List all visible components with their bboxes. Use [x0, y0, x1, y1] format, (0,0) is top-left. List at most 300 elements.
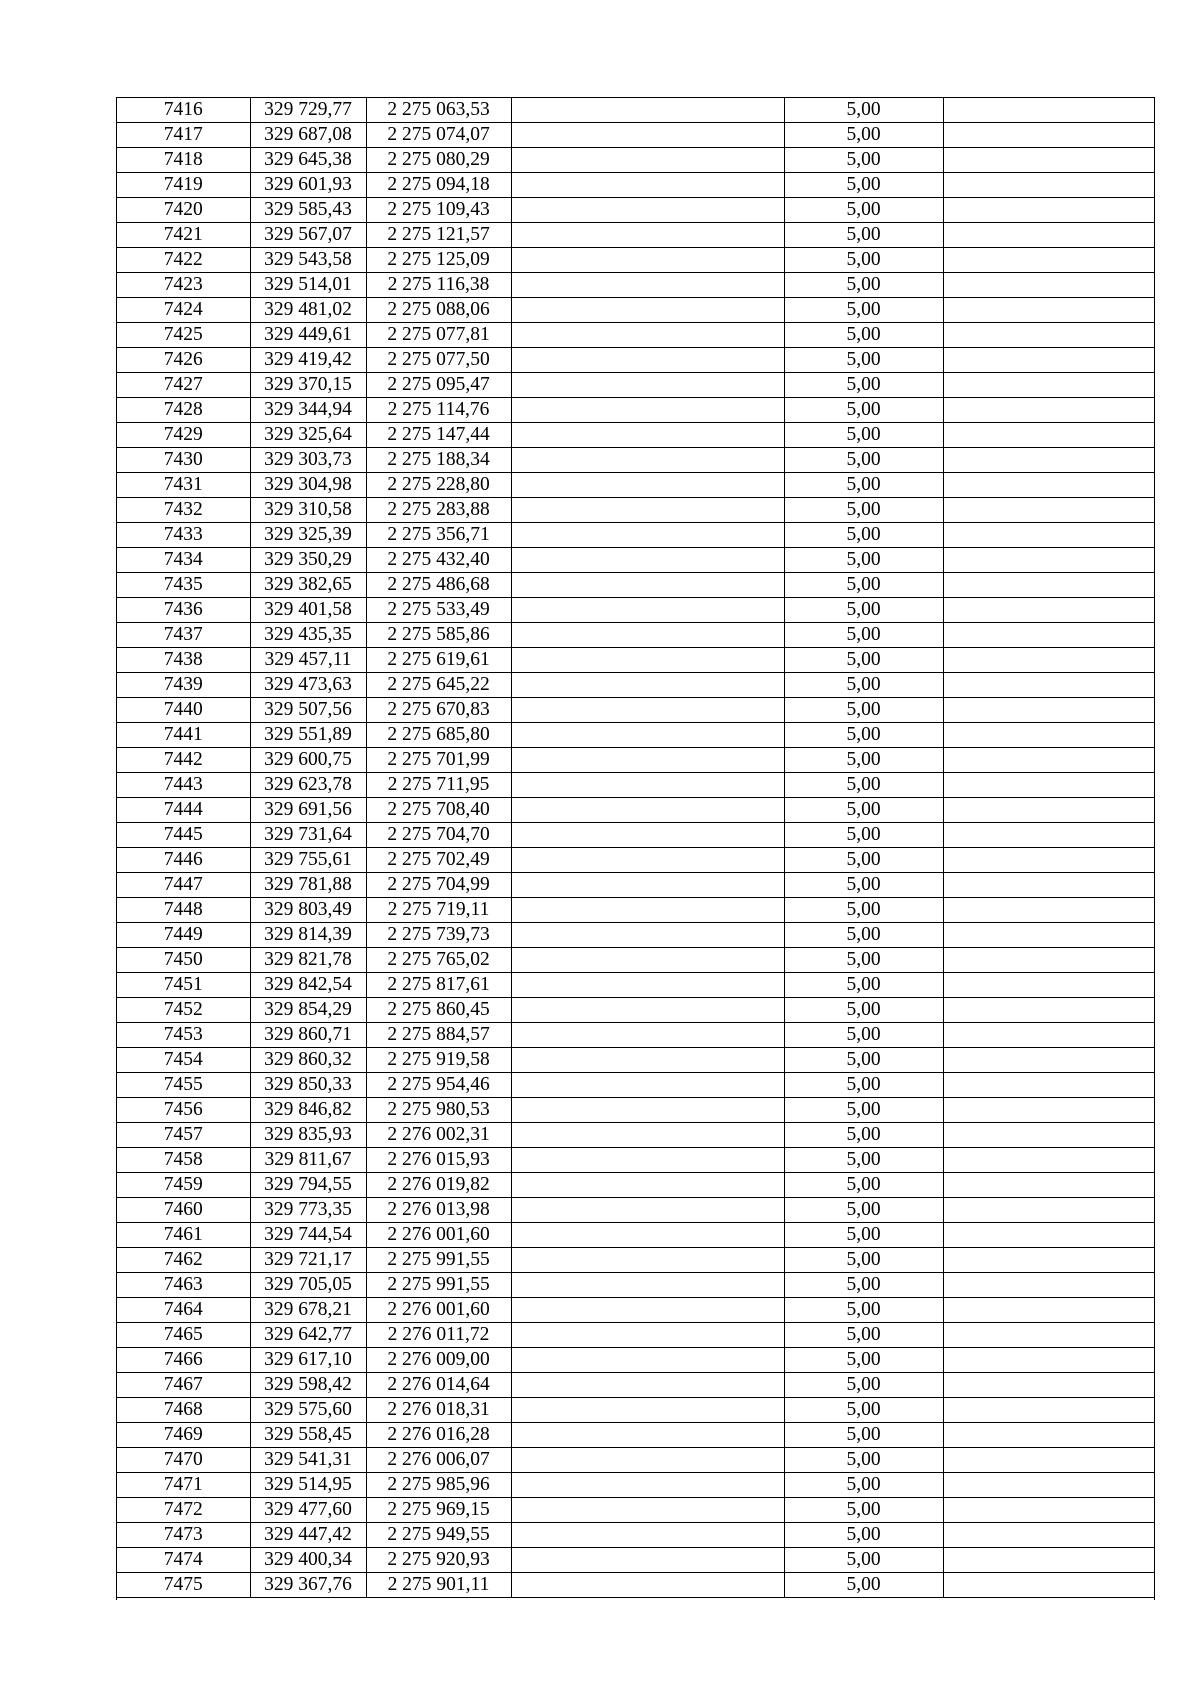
- point-number-cell: 7428: [117, 398, 250, 423]
- x-coordinate-cell: 329 447,42: [250, 1523, 366, 1548]
- blank-cell: [943, 998, 1154, 1023]
- blank-cell: [943, 1323, 1154, 1348]
- blank-cell: [943, 523, 1154, 548]
- table-row: [117, 198, 1154, 223]
- blank-cell: [511, 923, 784, 948]
- y-coordinate-cell: 2 275 486,68: [366, 573, 511, 598]
- blank-cell: [511, 973, 784, 998]
- point-number-cell: 7472: [117, 1498, 250, 1523]
- y-coordinate-cell: 2 276 009,00: [366, 1348, 511, 1373]
- x-coordinate-cell: 329 705,05: [250, 1273, 366, 1298]
- blank-cell: [943, 148, 1154, 173]
- y-coordinate-cell: 2 275 188,34: [366, 448, 511, 473]
- y-coordinate-cell: 2 275 088,06: [366, 298, 511, 323]
- table-row: [117, 1098, 1154, 1123]
- y-coordinate-cell: 2 275 701,99: [366, 748, 511, 773]
- y-coordinate-cell: 2 275 432,40: [366, 548, 511, 573]
- x-coordinate-cell: 329 803,49: [250, 898, 366, 923]
- blank-cell: [943, 1123, 1154, 1148]
- blank-cell: [511, 1248, 784, 1273]
- x-coordinate-cell: 329 325,39: [250, 523, 366, 548]
- y-coordinate-cell: 2 275 077,50: [366, 348, 511, 373]
- value-cell: 5,00: [784, 748, 943, 773]
- table-row: [117, 1398, 1154, 1423]
- blank-cell: [943, 1098, 1154, 1123]
- table-row: [117, 1173, 1154, 1198]
- blank-cell: [943, 748, 1154, 773]
- value-cell: 5,00: [784, 898, 943, 923]
- blank-cell: [943, 248, 1154, 273]
- point-number-cell: 7437: [117, 623, 250, 648]
- x-coordinate-cell: 329 585,43: [250, 198, 366, 223]
- x-coordinate-cell: 329 721,17: [250, 1248, 366, 1273]
- blank-cell: [943, 1248, 1154, 1273]
- blank-cell: [511, 1423, 784, 1448]
- value-cell: 5,00: [784, 1498, 943, 1523]
- blank-cell: [943, 1148, 1154, 1173]
- x-coordinate-cell: 329 814,39: [250, 923, 366, 948]
- point-number-cell: 7475: [117, 1573, 250, 1598]
- x-coordinate-cell: 329 860,32: [250, 1048, 366, 1073]
- y-coordinate-cell: 2 275 121,57: [366, 223, 511, 248]
- x-coordinate-cell: 329 304,98: [250, 473, 366, 498]
- x-coordinate-cell: 329 350,29: [250, 548, 366, 573]
- point-number-cell: 7435: [117, 573, 250, 598]
- y-coordinate-cell: 2 275 702,49: [366, 848, 511, 873]
- value-cell: 5,00: [784, 723, 943, 748]
- blank-cell: [511, 1523, 784, 1548]
- blank-cell: [511, 1173, 784, 1198]
- table-row: [117, 823, 1154, 848]
- y-coordinate-cell: 2 275 645,22: [366, 673, 511, 698]
- point-number-cell: 7422: [117, 248, 250, 273]
- table-row: [117, 1123, 1154, 1148]
- y-coordinate-cell: 2 276 001,60: [366, 1223, 511, 1248]
- blank-cell: [511, 323, 784, 348]
- blank-cell: [943, 1373, 1154, 1398]
- table-row: [117, 998, 1154, 1023]
- blank-cell: [943, 1073, 1154, 1098]
- x-coordinate-cell: 329 401,58: [250, 598, 366, 623]
- table-row: [117, 1473, 1154, 1498]
- x-coordinate-cell: 329 382,65: [250, 573, 366, 598]
- point-number-cell: 7467: [117, 1373, 250, 1398]
- table-row: [117, 498, 1154, 523]
- blank-cell: [511, 1448, 784, 1473]
- blank-cell: [511, 1098, 784, 1123]
- blank-cell: [943, 448, 1154, 473]
- x-coordinate-cell: 329 435,35: [250, 623, 366, 648]
- point-number-cell: 7454: [117, 1048, 250, 1073]
- table-row: [117, 1323, 1154, 1348]
- x-coordinate-cell: 329 678,21: [250, 1298, 366, 1323]
- x-coordinate-cell: 329 755,61: [250, 848, 366, 873]
- value-cell: 5,00: [784, 1198, 943, 1223]
- blank-cell: [511, 148, 784, 173]
- table-row: [117, 948, 1154, 973]
- blank-cell: [943, 698, 1154, 723]
- x-coordinate-cell: 329 303,73: [250, 448, 366, 473]
- value-cell: 5,00: [784, 498, 943, 523]
- value-cell: 5,00: [784, 973, 943, 998]
- point-number-cell: 7419: [117, 173, 250, 198]
- table-row: [117, 798, 1154, 823]
- point-number-cell: 7448: [117, 898, 250, 923]
- table-row: [117, 123, 1154, 148]
- value-cell: 5,00: [784, 173, 943, 198]
- value-cell: 5,00: [784, 423, 943, 448]
- value-cell: 5,00: [784, 1548, 943, 1573]
- y-coordinate-cell: 2 275 817,61: [366, 973, 511, 998]
- y-coordinate-cell: 2 275 985,96: [366, 1473, 511, 1498]
- value-cell: 5,00: [784, 848, 943, 873]
- value-cell: 5,00: [784, 98, 943, 123]
- blank-cell: [943, 848, 1154, 873]
- point-number-cell: 7449: [117, 923, 250, 948]
- value-cell: 5,00: [784, 673, 943, 698]
- blank-cell: [511, 1548, 784, 1573]
- y-coordinate-cell: 2 275 920,93: [366, 1548, 511, 1573]
- y-coordinate-cell: 2 275 080,29: [366, 148, 511, 173]
- value-cell: 5,00: [784, 248, 943, 273]
- x-coordinate-cell: 329 344,94: [250, 398, 366, 423]
- value-cell: 5,00: [784, 573, 943, 598]
- x-coordinate-cell: 329 551,89: [250, 723, 366, 748]
- table-row: [117, 723, 1154, 748]
- y-coordinate-cell: 2 275 884,57: [366, 1023, 511, 1048]
- blank-cell: [943, 548, 1154, 573]
- y-coordinate-cell: 2 276 001,60: [366, 1298, 511, 1323]
- blank-cell: [943, 223, 1154, 248]
- x-coordinate-cell: 329 367,76: [250, 1573, 366, 1598]
- point-number-cell: 7456: [117, 1098, 250, 1123]
- blank-cell: [943, 798, 1154, 823]
- table-row: [117, 673, 1154, 698]
- value-cell: 5,00: [784, 1048, 943, 1073]
- x-coordinate-cell: 329 731,64: [250, 823, 366, 848]
- x-coordinate-cell: 329 687,08: [250, 123, 366, 148]
- blank-cell: [943, 173, 1154, 198]
- table-row: [117, 1423, 1154, 1448]
- blank-cell: [943, 98, 1154, 123]
- value-cell: 5,00: [784, 923, 943, 948]
- blank-cell: [511, 1348, 784, 1373]
- blank-cell: [511, 198, 784, 223]
- table-row: [117, 98, 1154, 123]
- x-coordinate-cell: 329 325,64: [250, 423, 366, 448]
- table-row: [117, 1048, 1154, 1073]
- blank-cell: [511, 298, 784, 323]
- point-number-cell: 7458: [117, 1148, 250, 1173]
- blank-cell: [943, 723, 1154, 748]
- value-cell: 5,00: [784, 198, 943, 223]
- blank-cell: [943, 623, 1154, 648]
- point-number-cell: 7446: [117, 848, 250, 873]
- value-cell: 5,00: [784, 223, 943, 248]
- value-cell: 5,00: [784, 1398, 943, 1423]
- table-row: [117, 1448, 1154, 1473]
- value-cell: 5,00: [784, 123, 943, 148]
- x-coordinate-cell: 329 310,58: [250, 498, 366, 523]
- point-number-cell: 7424: [117, 298, 250, 323]
- y-coordinate-cell: 2 275 739,73: [366, 923, 511, 948]
- blank-cell: [511, 898, 784, 923]
- x-coordinate-cell: 329 514,01: [250, 273, 366, 298]
- point-number-cell: 7466: [117, 1348, 250, 1373]
- blank-cell: [511, 1073, 784, 1098]
- value-cell: 5,00: [784, 1148, 943, 1173]
- point-number-cell: 7465: [117, 1323, 250, 1348]
- blank-cell: [511, 1373, 784, 1398]
- value-cell: 5,00: [784, 323, 943, 348]
- point-number-cell: 7430: [117, 448, 250, 473]
- blank-cell: [943, 1498, 1154, 1523]
- y-coordinate-cell: 2 275 356,71: [366, 523, 511, 548]
- value-cell: 5,00: [784, 1298, 943, 1323]
- blank-cell: [943, 898, 1154, 923]
- blank-cell: [943, 673, 1154, 698]
- point-number-cell: 7436: [117, 598, 250, 623]
- x-coordinate-cell: 329 773,35: [250, 1198, 366, 1223]
- table-row: [117, 848, 1154, 873]
- value-cell: 5,00: [784, 598, 943, 623]
- blank-cell: [511, 848, 784, 873]
- point-number-cell: 7455: [117, 1073, 250, 1098]
- table-row: [117, 523, 1154, 548]
- point-number-cell: 7432: [117, 498, 250, 523]
- y-coordinate-cell: 2 275 991,55: [366, 1273, 511, 1298]
- value-cell: 5,00: [784, 1323, 943, 1348]
- point-number-cell: 7471: [117, 1473, 250, 1498]
- point-number-cell: 7444: [117, 798, 250, 823]
- table-row: [117, 1498, 1154, 1523]
- value-cell: 5,00: [784, 1098, 943, 1123]
- blank-cell: [511, 373, 784, 398]
- value-cell: 5,00: [784, 1173, 943, 1198]
- blank-cell: [511, 1323, 784, 1348]
- blank-cell: [943, 1573, 1154, 1598]
- x-coordinate-cell: 329 575,60: [250, 1398, 366, 1423]
- blank-cell: [943, 873, 1154, 898]
- blank-cell: [511, 698, 784, 723]
- y-coordinate-cell: 2 276 016,28: [366, 1423, 511, 1448]
- y-coordinate-cell: 2 276 019,82: [366, 1173, 511, 1198]
- y-coordinate-cell: 2 276 015,93: [366, 1148, 511, 1173]
- blank-cell: [511, 648, 784, 673]
- value-cell: 5,00: [784, 948, 943, 973]
- point-number-cell: 7464: [117, 1298, 250, 1323]
- value-cell: 5,00: [784, 773, 943, 798]
- point-number-cell: 7453: [117, 1023, 250, 1048]
- blank-cell: [511, 773, 784, 798]
- blank-cell: [943, 948, 1154, 973]
- point-number-cell: 7470: [117, 1448, 250, 1473]
- point-number-cell: 7460: [117, 1198, 250, 1223]
- x-coordinate-cell: 329 567,07: [250, 223, 366, 248]
- blank-cell: [943, 1423, 1154, 1448]
- table-row: [117, 248, 1154, 273]
- blank-cell: [943, 1223, 1154, 1248]
- value-cell: 5,00: [784, 1073, 943, 1098]
- y-coordinate-cell: 2 275 685,80: [366, 723, 511, 748]
- y-coordinate-cell: 2 275 283,88: [366, 498, 511, 523]
- y-coordinate-cell: 2 276 002,31: [366, 1123, 511, 1148]
- value-cell: 5,00: [784, 823, 943, 848]
- blank-cell: [511, 798, 784, 823]
- table-row: [117, 1198, 1154, 1223]
- x-coordinate-cell: 329 846,82: [250, 1098, 366, 1123]
- x-coordinate-cell: 329 558,45: [250, 1423, 366, 1448]
- blank-cell: [943, 1398, 1154, 1423]
- table-row: [117, 1548, 1154, 1573]
- x-coordinate-cell: 329 541,31: [250, 1448, 366, 1473]
- x-coordinate-cell: 329 744,54: [250, 1223, 366, 1248]
- value-cell: 5,00: [784, 1273, 943, 1298]
- blank-cell: [943, 398, 1154, 423]
- value-cell: 5,00: [784, 698, 943, 723]
- table-row: [117, 1373, 1154, 1398]
- point-number-cell: 7447: [117, 873, 250, 898]
- blank-cell: [511, 573, 784, 598]
- blank-cell: [943, 1523, 1154, 1548]
- point-number-cell: 7423: [117, 273, 250, 298]
- point-number-cell: 7427: [117, 373, 250, 398]
- table-row: [117, 398, 1154, 423]
- point-number-cell: 7434: [117, 548, 250, 573]
- blank-cell: [943, 323, 1154, 348]
- value-cell: 5,00: [784, 1123, 943, 1148]
- table-row: [117, 1023, 1154, 1048]
- blank-cell: [943, 1273, 1154, 1298]
- point-number-cell: 7461: [117, 1223, 250, 1248]
- blank-cell: [943, 473, 1154, 498]
- table-row: [117, 473, 1154, 498]
- value-cell: 5,00: [784, 398, 943, 423]
- table-row: [117, 1573, 1154, 1598]
- x-coordinate-cell: 329 449,61: [250, 323, 366, 348]
- point-number-cell: 7445: [117, 823, 250, 848]
- point-number-cell: 7462: [117, 1248, 250, 1273]
- blank-cell: [511, 448, 784, 473]
- y-coordinate-cell: 2 275 619,61: [366, 648, 511, 673]
- point-number-cell: 7442: [117, 748, 250, 773]
- blank-cell: [943, 123, 1154, 148]
- y-coordinate-cell: 2 276 006,07: [366, 1448, 511, 1473]
- x-coordinate-cell: 329 691,56: [250, 798, 366, 823]
- y-coordinate-cell: 2 275 585,86: [366, 623, 511, 648]
- y-coordinate-cell: 2 275 919,58: [366, 1048, 511, 1073]
- value-cell: 5,00: [784, 1023, 943, 1048]
- x-coordinate-cell: 329 835,93: [250, 1123, 366, 1148]
- x-coordinate-cell: 329 821,78: [250, 948, 366, 973]
- blank-cell: [943, 1048, 1154, 1073]
- blank-cell: [511, 398, 784, 423]
- coordinates-table-body: [117, 98, 1154, 1598]
- y-coordinate-cell: 2 275 980,53: [366, 1098, 511, 1123]
- blank-cell: [511, 1123, 784, 1148]
- blank-cell: [943, 1173, 1154, 1198]
- y-coordinate-cell: 2 275 949,55: [366, 1523, 511, 1548]
- blank-cell: [511, 423, 784, 448]
- blank-cell: [943, 198, 1154, 223]
- blank-cell: [511, 1573, 784, 1598]
- y-coordinate-cell: 2 275 704,70: [366, 823, 511, 848]
- table-row: [117, 1298, 1154, 1323]
- point-number-cell: 7451: [117, 973, 250, 998]
- point-number-cell: 7438: [117, 648, 250, 673]
- value-cell: 5,00: [784, 548, 943, 573]
- x-coordinate-cell: 329 507,56: [250, 698, 366, 723]
- value-cell: 5,00: [784, 1448, 943, 1473]
- value-cell: 5,00: [784, 1473, 943, 1498]
- blank-cell: [511, 473, 784, 498]
- table-row: [117, 773, 1154, 798]
- y-coordinate-cell: 2 275 109,43: [366, 198, 511, 223]
- x-coordinate-cell: 329 642,77: [250, 1323, 366, 1348]
- x-coordinate-cell: 329 514,95: [250, 1473, 366, 1498]
- point-number-cell: 7443: [117, 773, 250, 798]
- x-coordinate-cell: 329 543,58: [250, 248, 366, 273]
- blank-cell: [511, 348, 784, 373]
- blank-cell: [511, 1048, 784, 1073]
- blank-cell: [943, 598, 1154, 623]
- x-coordinate-cell: 329 370,15: [250, 373, 366, 398]
- y-coordinate-cell: 2 276 014,64: [366, 1373, 511, 1398]
- value-cell: 5,00: [784, 1348, 943, 1373]
- x-coordinate-cell: 329 477,60: [250, 1498, 366, 1523]
- point-number-cell: 7474: [117, 1548, 250, 1573]
- y-coordinate-cell: 2 275 670,83: [366, 698, 511, 723]
- x-coordinate-cell: 329 419,42: [250, 348, 366, 373]
- table-row: [117, 448, 1154, 473]
- x-coordinate-cell: 329 473,63: [250, 673, 366, 698]
- table-row: [117, 923, 1154, 948]
- blank-cell: [943, 423, 1154, 448]
- blank-cell: [943, 823, 1154, 848]
- coordinates-table-frame: [116, 97, 1155, 1600]
- y-coordinate-cell: 2 275 077,81: [366, 323, 511, 348]
- point-number-cell: 7440: [117, 698, 250, 723]
- y-coordinate-cell: 2 275 901,11: [366, 1573, 511, 1598]
- blank-cell: [511, 523, 784, 548]
- point-number-cell: 7431: [117, 473, 250, 498]
- table-row: [117, 598, 1154, 623]
- blank-cell: [511, 173, 784, 198]
- table-row: [117, 548, 1154, 573]
- value-cell: 5,00: [784, 798, 943, 823]
- table-row: [117, 1273, 1154, 1298]
- blank-cell: [943, 973, 1154, 998]
- blank-cell: [511, 1023, 784, 1048]
- x-coordinate-cell: 329 854,29: [250, 998, 366, 1023]
- value-cell: 5,00: [784, 873, 943, 898]
- blank-cell: [511, 998, 784, 1023]
- blank-cell: [943, 273, 1154, 298]
- blank-cell: [943, 298, 1154, 323]
- y-coordinate-cell: 2 275 147,44: [366, 423, 511, 448]
- value-cell: 5,00: [784, 1248, 943, 1273]
- value-cell: 5,00: [784, 298, 943, 323]
- table-row: [117, 1248, 1154, 1273]
- y-coordinate-cell: 2 275 719,11: [366, 898, 511, 923]
- y-coordinate-cell: 2 275 094,18: [366, 173, 511, 198]
- table-row: [117, 873, 1154, 898]
- value-cell: 5,00: [784, 1423, 943, 1448]
- value-cell: 5,00: [784, 648, 943, 673]
- table-row: [117, 973, 1154, 998]
- blank-cell: [511, 948, 784, 973]
- point-number-cell: 7473: [117, 1523, 250, 1548]
